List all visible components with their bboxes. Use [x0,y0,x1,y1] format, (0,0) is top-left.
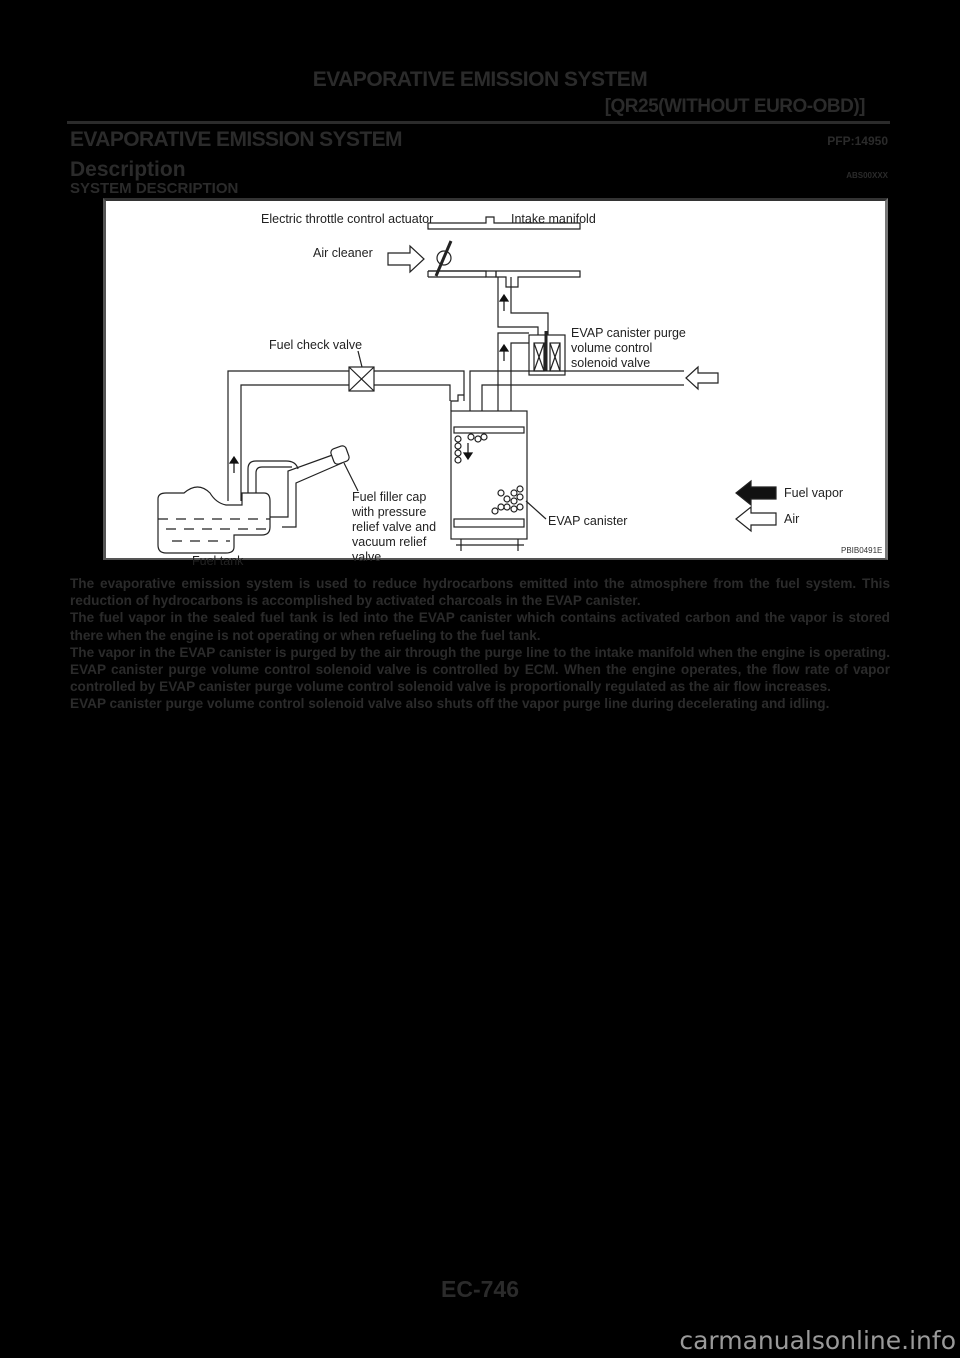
heading-code: ABS00XXX [846,171,888,180]
header-divider [67,121,890,124]
label-filler-cap-1: Fuel filler cap [352,490,427,504]
label-filler-cap-4: vacuum relief [352,535,427,549]
body-text [70,575,890,713]
legend-fuel-vapor: Fuel vapor [784,486,844,500]
label-air-cleaner: Air cleaner [313,246,373,260]
page-number: EC-746 [441,1276,519,1302]
figure-code: PBIB0491E [841,546,883,555]
watermark: carmanualsonline.info [679,1326,956,1355]
label-intake: Intake manifold [511,212,596,226]
subheading-system-description: SYSTEM DESCRIPTION [70,180,239,197]
label-purge-valve-2: volume control [571,341,653,355]
label-fuel-check-valve: Fuel check valve [269,338,363,352]
paragraph: The evaporative emission system is used to reduce hydrocarbons emitted into the atmosphere from the fuel system. This reduction of hydrocarbons is accomplished by activated charcoals in the EVAP canister. [70,576,890,609]
label-filler-cap-3: relief valve and [352,520,437,534]
legend-air: Air [784,512,800,526]
paragraph: EVAP canister purge volume control solenoid valve also shuts off the vapor purge line during decelerating and idling. [70,696,830,712]
paragraph: The fuel vapor in the sealed fuel tank is led into the EVAP canister which contains activated carbon and the vapor is stored there when the engine is not operating or when refueling to the fuel tank. [70,610,890,643]
label-purge-valve-3: solenoid valve [571,356,651,370]
label-purge-valve-1: EVAP canister purge [571,326,686,340]
label-fuel-tank: Fuel tank [192,554,244,568]
evap-system-diagram [103,198,888,568]
label-filler-cap-5: valve [352,550,382,564]
paragraph: The vapor in the EVAP canister is purged by the air through the purge line to the intake manifold when the engine is operating. EVAP canister purge volume control solenoid valve is controlled by ECM. When the engine operates, the flow rate of vapor controlled by EVAP canister purge volume control solenoid valve is proportionally regulated as the air flow increases. [70,644,890,695]
running-header-title: EVAPORATIVE EMISSION SYSTEM [312,68,648,91]
part-code: PFP:14950 [827,134,888,148]
running-header-subtitle: [QR25(WITHOUT EURO-OBD)] [604,96,865,117]
label-throttle: Electric throttle control actuator [261,212,434,226]
label-filler-cap-2: with pressure [352,505,427,519]
heading-description: Description [70,158,186,181]
label-evap-canister: EVAP canister [548,514,628,528]
section-title: EVAPORATIVE EMISSION SYSTEM [70,128,402,151]
